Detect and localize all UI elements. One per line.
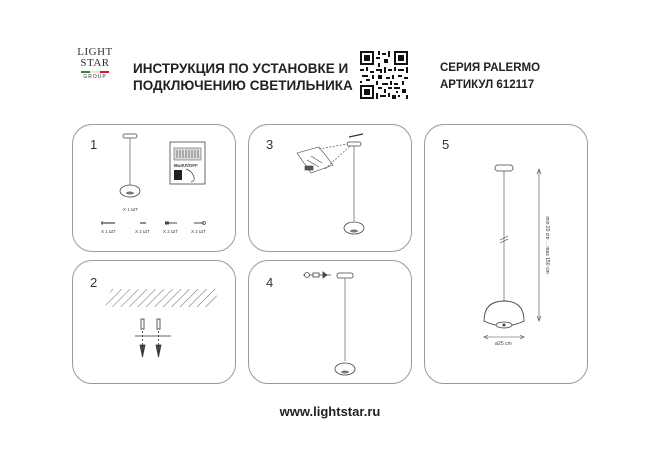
step-4-number: 4 bbox=[266, 275, 274, 290]
step-1-number: 1 bbox=[90, 137, 98, 152]
screw-assembly-icon bbox=[303, 272, 331, 278]
qr-code-icon bbox=[358, 49, 410, 101]
ceiling-canopy-icon bbox=[495, 165, 513, 171]
diameter-label: ø25 cm bbox=[495, 341, 512, 347]
step-4-panel bbox=[248, 260, 412, 384]
step-3-illustration bbox=[249, 125, 411, 251]
step-3-panel bbox=[248, 124, 412, 252]
lamp-shade-icon bbox=[484, 301, 524, 328]
part-qty-1: X 1 ШТ bbox=[101, 229, 116, 234]
lamp-quantity-label: X 1 ШТ bbox=[123, 207, 138, 212]
series-label: СЕРИЯ PALERMO bbox=[440, 62, 541, 74]
title-line-2: ПОДКЛЮЧЕНИЮ СВЕТИЛЬНИКА bbox=[133, 78, 353, 93]
step-2-number: 2 bbox=[90, 275, 98, 290]
article-label: АРТИКУЛ 612117 bbox=[440, 79, 535, 91]
logo-line-2: STAR bbox=[80, 57, 110, 69]
ceiling-hatch-icon bbox=[105, 289, 219, 307]
italian-flag-icon bbox=[81, 71, 109, 73]
mounting-bracket-icon bbox=[101, 221, 115, 225]
part-qty-4: X 2 ШТ bbox=[191, 229, 206, 234]
height-dimension-label: min 20 cm ... max 150 cm bbox=[544, 216, 550, 274]
height-dimension-icon bbox=[537, 169, 541, 321]
logo-line-1: LIGHT bbox=[77, 46, 113, 58]
mounting-plate-icon bbox=[349, 134, 363, 137]
step-1-panel bbox=[72, 124, 236, 252]
hardware-parts bbox=[73, 125, 235, 251]
drill-holes-icon bbox=[135, 319, 171, 357]
title-line-1: ИНСТРУКЦИЯ ПО УСТАНОВКЕ И bbox=[133, 61, 349, 76]
website-link[interactable]: www.lightstar.ru bbox=[279, 404, 381, 419]
step-5-panel bbox=[424, 124, 588, 384]
diameter-dimension-icon bbox=[484, 335, 524, 339]
wiring-detail-icon bbox=[297, 144, 350, 173]
step-3-number: 3 bbox=[266, 137, 274, 152]
part-qty-2: X 2 ШТ bbox=[135, 229, 150, 234]
dowel-icon bbox=[194, 222, 206, 225]
part-qty-3: X 2 ШТ bbox=[163, 229, 178, 234]
anchor-icon bbox=[165, 222, 177, 225]
step-4-illustration bbox=[249, 261, 411, 383]
step-2-panel bbox=[72, 260, 236, 384]
logo-line-3: GROUP bbox=[83, 74, 107, 80]
step-5-number: 5 bbox=[442, 137, 450, 152]
ceiling-canopy-icon bbox=[347, 142, 361, 146]
switch-off-label: ВЫКЛ/OFF bbox=[174, 163, 198, 168]
ceiling-canopy-icon bbox=[337, 273, 353, 278]
document-title bbox=[133, 60, 353, 94]
step-2-illustration bbox=[73, 261, 235, 383]
product-info bbox=[440, 60, 540, 94]
brand-logo bbox=[72, 47, 118, 80]
